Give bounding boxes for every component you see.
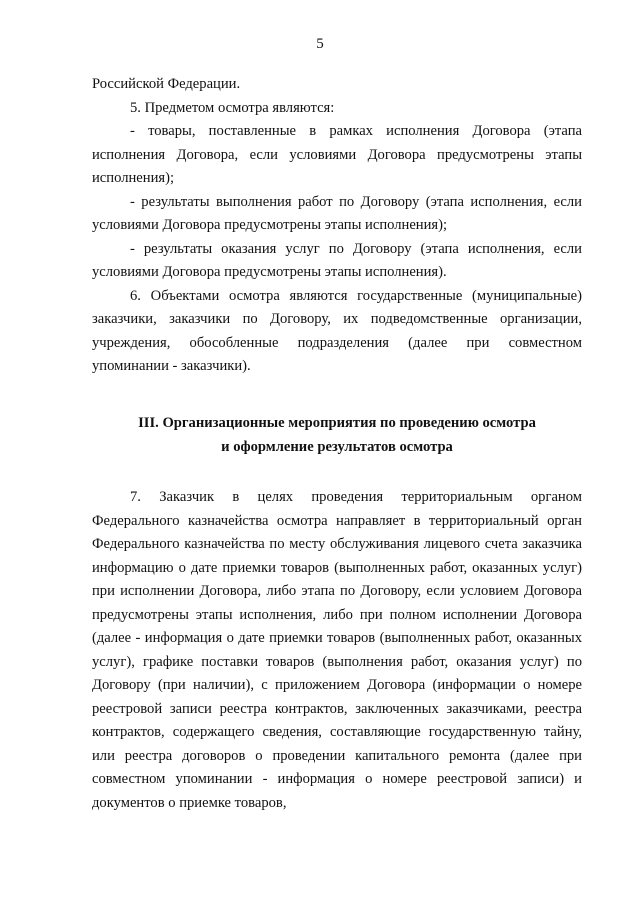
paragraph-services: - результаты оказания услуг по Договору (этапа исполнения, если условиями Договора предусмотрены этапы исполнения). bbox=[92, 240, 582, 280]
paragraph-continuation: Российской Федерации. bbox=[92, 76, 241, 92]
page-number: 5 bbox=[316, 36, 324, 52]
paragraph-item-6: 6. Объектами осмотра являются государственные (муниципальные) заказчики, заказчики по Договору, их подведомственные организации, учреждения, обособленные подразделения (далее при совместном упоминании - заказчики). bbox=[92, 287, 582, 374]
text-block-top bbox=[92, 73, 582, 379]
section-heading bbox=[92, 411, 582, 459]
text-block-bottom bbox=[92, 486, 582, 815]
paragraph-item-5: 5. Предметом осмотра являются: bbox=[130, 99, 335, 116]
section-heading-line-1: III. Организационные мероприятия по проведению осмотра bbox=[138, 415, 536, 431]
paragraph-item-7: 7. Заказчик в целях проведения территориальным органом Федерального казначейства осмотра направляет в территориальный орган Федерального казначейства по месту обслуживания лицевого счета заказчика информацию о дате приемки товаров (выполненных работ, оказанных услуг) при исполнении Договора, либо этапа по Договору, если условием Договора предусмотрены этапы исполнения, либо при полном исполнении Договора (далее - информация о дате приемки товаров (выполненных работ, оказанных услуг), графике поставки товаров (выполнения работ, оказания услуг) по Договору (при наличии), с приложением Договора (информации о номере реестровой записи реестра контрактов, заключенных заказчиками, реестра контрактов, содержащего сведения, составляющие государственную тайну, или реестра договоров о проведении капитального ремонта (далее при совместном упоминании - информация о номере реестровой записи) и документов о приемке товаров, bbox=[92, 489, 582, 811]
paragraph-goods: - товары, поставленные в рамках исполнения Договора (этапа исполнения Договора, если условиями Договора предусмотрены этапы исполнения); bbox=[92, 123, 582, 186]
paragraph-works: - результаты выполнения работ по Договору (этапа исполнения, если условиями Договора предусмотрены этапы исполнения); bbox=[92, 193, 582, 233]
section-heading-line-2: и оформление результатов осмотра bbox=[221, 439, 453, 455]
